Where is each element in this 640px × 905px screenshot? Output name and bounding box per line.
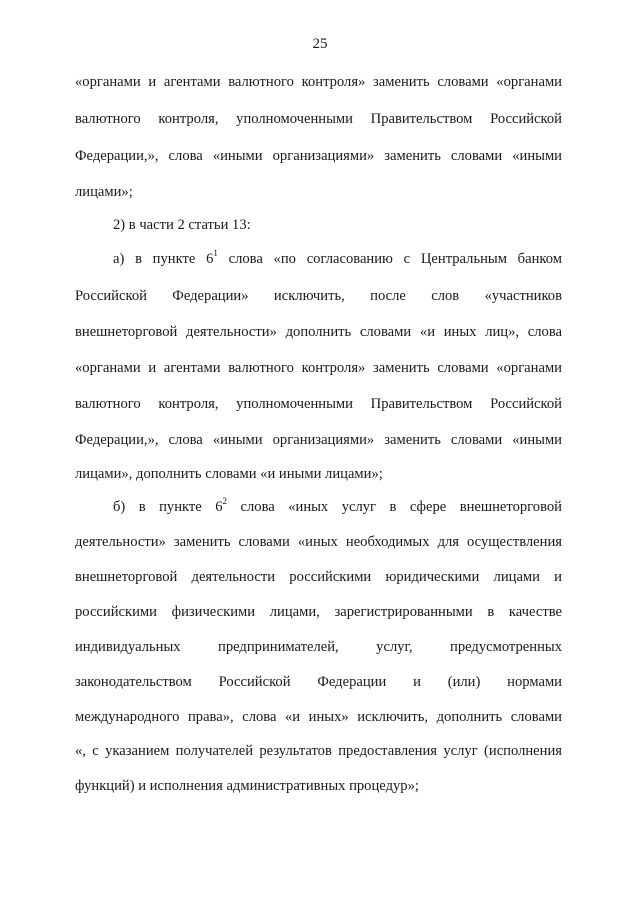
text-line: российскими физическими лицами, зарегистрированными в качестве bbox=[75, 604, 562, 620]
text-line: лицами»; bbox=[75, 184, 133, 200]
text-line: валютного контроля, уполномоченными Правительством Российской bbox=[75, 396, 562, 412]
text-line: «, с указанием получателей результатов предоставления услуг (исполнения bbox=[75, 743, 562, 759]
subitem-b-first-line bbox=[113, 497, 562, 518]
text-fragment: б) в пункте 6 bbox=[113, 499, 223, 515]
text-line: «органами и агентами валютного контроля» заменить словами «органами bbox=[75, 74, 562, 90]
text-line: законодательством Российской Федерации и (или) нормами bbox=[75, 674, 562, 690]
text-line: валютного контроля, уполномоченными Правительством Российской bbox=[75, 111, 562, 127]
text-line: деятельности» заменить словами «иных необходимых для осуществления bbox=[75, 534, 562, 550]
text-line: функций) и исполнения административных процедур»; bbox=[75, 778, 419, 794]
list-item-heading: 2) в части 2 статьи 13: bbox=[113, 217, 251, 233]
text-line: Федерации,», слова «иными организациями» заменить словами «иными bbox=[75, 148, 562, 164]
text-fragment: слова «по согласованию с Центральным банком bbox=[217, 251, 562, 267]
subitem-a-first-line bbox=[113, 249, 562, 270]
text-fragment: слова «иных услуг в сфере внешнеторговой bbox=[227, 499, 562, 515]
text-line: Российской Федерации» исключить, после слов «участников bbox=[75, 288, 562, 304]
text-line: внешнеторговой деятельности» дополнить словами «и иных лиц», слова bbox=[75, 324, 562, 340]
page-number: 25 bbox=[312, 36, 328, 52]
text-line: лицами», дополнить словами «и иными лицами»; bbox=[75, 466, 383, 482]
superscript: 1 bbox=[213, 248, 218, 258]
text-fragment: а) в пункте 6 bbox=[113, 251, 214, 267]
text-line: «органами и агентами валютного контроля» заменить словами «органами bbox=[75, 360, 562, 376]
superscript: 2 bbox=[222, 496, 228, 506]
text-line: Федерации,», слова «иными организациями» заменить словами «иными bbox=[75, 432, 562, 448]
text-line: индивидуальных предпринимателей, услуг, предусмотренных bbox=[75, 639, 562, 655]
text-line: внешнеторговой деятельности российскими юридическими лицами и bbox=[75, 569, 562, 585]
text-line: международного права», слова «и иных» исключить, дополнить словами bbox=[75, 709, 562, 725]
